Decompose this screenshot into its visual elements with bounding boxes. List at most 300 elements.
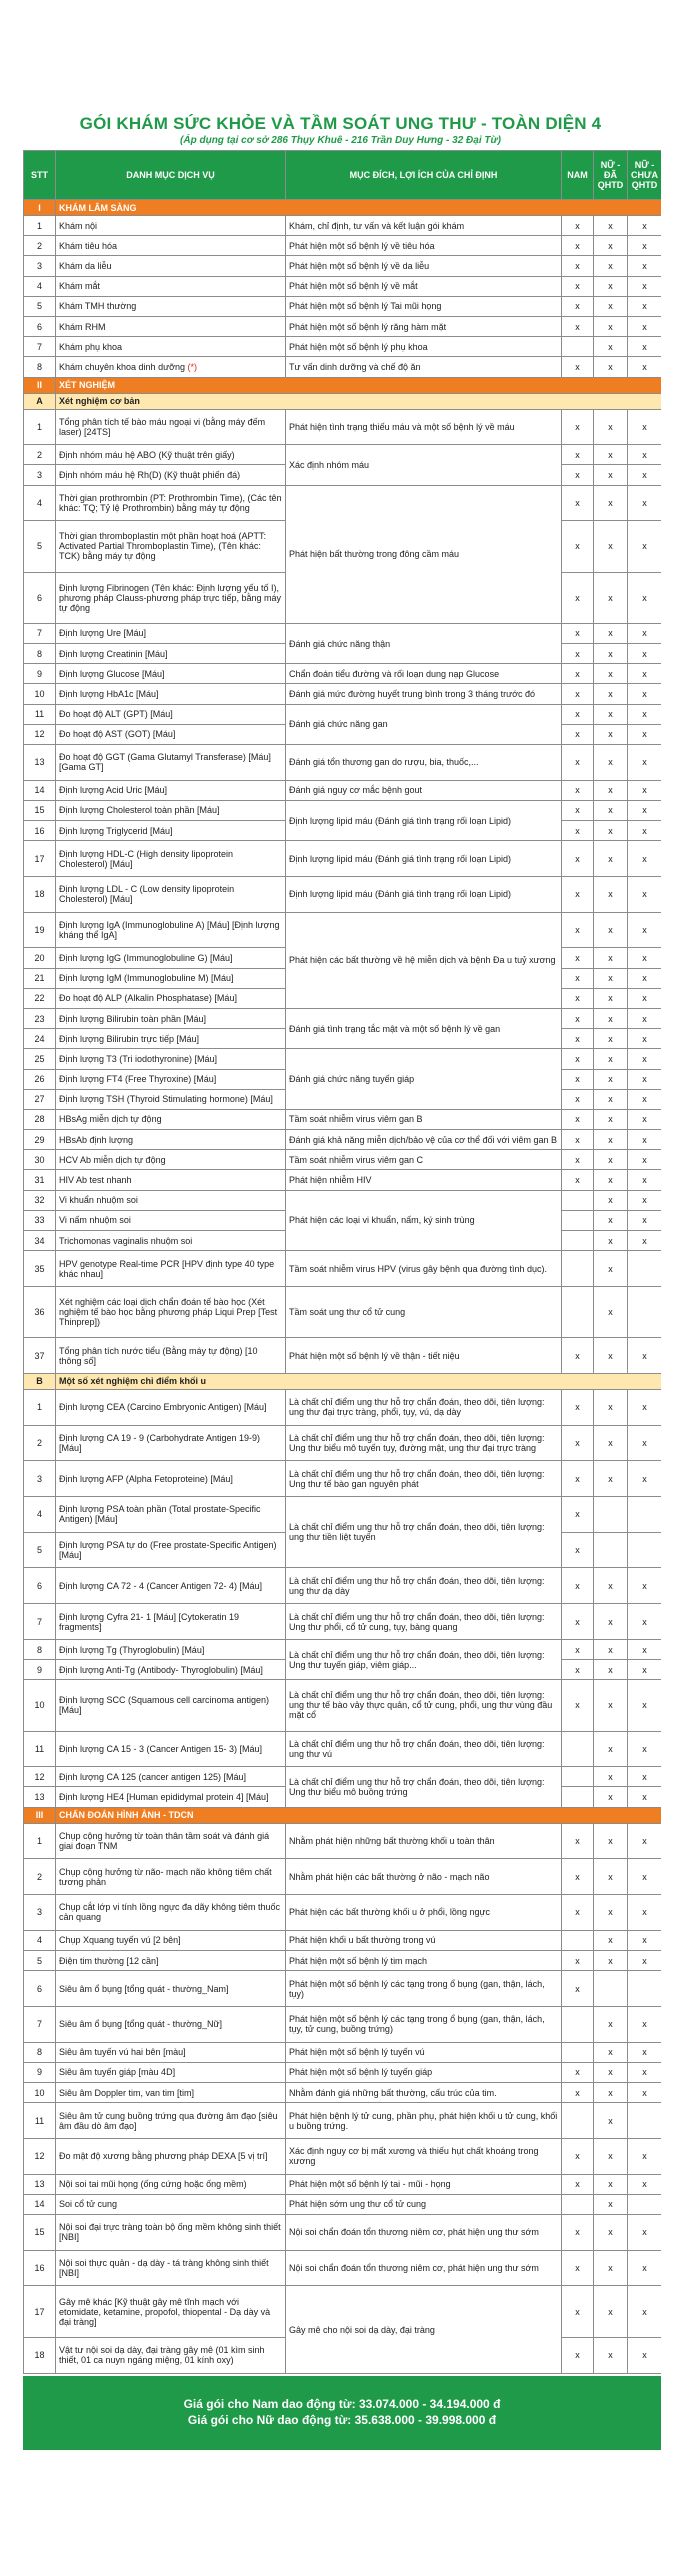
row-number: 27 [24, 1089, 56, 1109]
table-row [24, 256, 662, 276]
service-name-text: Định lượng Acid Uric [Máu] [59, 785, 167, 796]
female-active-check: x [594, 2103, 628, 2139]
service-name-text: Khám nội [59, 220, 98, 231]
service-name [56, 1029, 286, 1049]
female-active-check: x [594, 1950, 628, 1970]
service-purpose: Phát hiện một số bệnh lý các tạng trong ổ bụng (gan, thận, lách, tụy) [286, 1971, 562, 2007]
female-active-check: x [594, 337, 628, 357]
service-name [56, 1660, 286, 1680]
female-inactive-check: x [628, 704, 662, 724]
header-stt: STT [24, 151, 56, 200]
service-purpose: Phát hiện bất thường trong đông cầm máu [286, 485, 562, 623]
row-number: 1 [24, 409, 56, 445]
service-name [56, 1731, 286, 1767]
header-male: NAM [562, 151, 594, 200]
table-row [24, 1497, 662, 1533]
female-inactive-check: x [628, 744, 662, 780]
service-name [56, 2250, 286, 2286]
male-check: x [562, 1130, 594, 1150]
table-row [24, 2174, 662, 2194]
row-number: 8 [24, 357, 56, 377]
male-check: x [562, 2337, 594, 2373]
service-name [56, 744, 286, 780]
service-purpose: Xác định nhóm máu [286, 445, 562, 485]
service-name-text: Định lượng CA 125 (cancer antigen 125) [Máu] [59, 1771, 247, 1782]
row-number: 5 [24, 296, 56, 316]
row-number: 1 [24, 1389, 56, 1425]
row-number: 10 [24, 2082, 56, 2102]
service-name [56, 623, 286, 643]
female-inactive-check: x [628, 1895, 662, 1931]
row-number: 24 [24, 1029, 56, 1049]
service-name-text: Định nhóm máu hệ Rh(D) (Kỹ thuật phiến đá) [59, 470, 241, 480]
female-inactive-check: x [628, 912, 662, 948]
service-name-text: Thời gian prothrombin (PT: Prothrombin Time), (Các tên khác: TQ; Tỷ lệ Prothrombin) bằng máy tự động [59, 492, 282, 513]
female-active-check: x [594, 1069, 628, 1089]
service-purpose: Nhằm đánh giá những bất thường, cấu trúc của tim. [286, 2082, 562, 2102]
male-check: x [562, 572, 594, 623]
row-number: 13 [24, 1787, 56, 1807]
female-active-check: x [594, 572, 628, 623]
service-name-text: Chụp cộng hưởng từ não- mạch não không tiêm chất tương phản [59, 1866, 272, 1887]
row-number: 10 [24, 684, 56, 704]
male-check: x [562, 1170, 594, 1190]
service-purpose: Nhằm phát hiện các bất thường ở não - mạch não [286, 1859, 562, 1895]
male-check: x [562, 2082, 594, 2102]
service-name [56, 1604, 286, 1640]
female-inactive-check: x [628, 296, 662, 316]
service-name [56, 256, 286, 276]
female-inactive-check: x [628, 1008, 662, 1028]
male-check: x [562, 1008, 594, 1028]
row-number: 31 [24, 1170, 56, 1190]
row-number: 6 [24, 1971, 56, 2007]
service-name [56, 1089, 286, 1109]
service-name [56, 780, 286, 800]
female-active-check: x [594, 1639, 628, 1659]
female-inactive-check: x [628, 276, 662, 296]
female-inactive-check: x [628, 876, 662, 912]
subsection-header-row [24, 1373, 662, 1389]
male-check: x [562, 1069, 594, 1089]
female-active-check: x [594, 704, 628, 724]
male-check: x [562, 2174, 594, 2194]
service-purpose: Là chất chỉ điểm ung thư hỗ trợ chẩn đoán, theo dõi, tiên lượng: Ung thư tế bào gan nguyên phát [286, 1461, 562, 1497]
row-number: 4 [24, 485, 56, 521]
female-active-check: x [594, 800, 628, 820]
service-name-text: Đo mật độ xương bằng phương pháp DEXA [5 vị trí] [59, 2151, 268, 2162]
table-row [24, 1461, 662, 1497]
male-check: x [562, 1639, 594, 1659]
row-number: 37 [24, 1338, 56, 1374]
female-inactive-check: x [628, 800, 662, 820]
female-inactive-check: x [628, 572, 662, 623]
table-row [24, 2194, 662, 2214]
service-name [56, 1210, 286, 1230]
female-inactive-check: x [628, 1660, 662, 1680]
female-active-check: x [594, 296, 628, 316]
female-inactive-check: x [628, 409, 662, 445]
row-number: 17 [24, 2286, 56, 2337]
service-name [56, 216, 286, 236]
service-purpose: Là chất chỉ điểm ung thư hỗ trợ chẩn đoán, theo dõi, tiên lượng: Ung thư phổi, cổ tử cung, tụy, bàng quang [286, 1604, 562, 1640]
male-check: x [562, 724, 594, 744]
service-name [56, 2337, 286, 2373]
female-inactive-check [628, 2194, 662, 2214]
male-check [562, 2194, 594, 2214]
table-row [24, 684, 662, 704]
service-name-text: Tổng phân tích nước tiểu (Bằng máy tự động) [10 thông số] [59, 1345, 258, 1366]
row-number: 3 [24, 465, 56, 485]
male-check: x [562, 316, 594, 336]
female-inactive-check: x [628, 1425, 662, 1461]
service-purpose: Là chất chỉ điểm ung thư hỗ trợ chẩn đoán, theo dõi, tiên lượng: ung thư dạ dày [286, 1568, 562, 1604]
service-name-text: HIV Ab test nhanh [59, 1175, 132, 1186]
service-name-text: Nội soi thực quản - dạ dày - tá tràng không sinh thiết [NBI] [59, 2258, 269, 2279]
male-check: x [562, 2214, 594, 2250]
service-name-text: Định nhóm máu hệ ABO (Kỹ thuật trên giấy) [59, 449, 235, 460]
male-check [562, 1251, 594, 1287]
female-inactive-check: x [628, 1859, 662, 1895]
female-active-check: x [594, 988, 628, 1008]
service-name-text: Định lượng IgM (Immunoglobuline M) [Máu] [59, 973, 234, 984]
female-active-check: x [594, 1787, 628, 1807]
female-inactive-check: x [628, 256, 662, 276]
service-purpose: Tầm soát nhiễm virus HPV (virus gây bệnh qua đường tình dục). [286, 1251, 562, 1287]
male-check: x [562, 644, 594, 664]
service-purpose: Phát hiện các loại vi khuẩn, nấm, ký sinh trùng [286, 1190, 562, 1251]
service-name-text: Định lượng LDL - C (Low density lipoprotein Cholesterol) [Máu] [59, 884, 235, 905]
female-active-check: x [594, 1568, 628, 1604]
female-active-check: x [594, 2286, 628, 2337]
male-check: x [562, 1109, 594, 1129]
service-name-text: Vi nấm nhuộm soi [59, 1215, 131, 1226]
service-purpose: Là chất chỉ điểm ung thư hỗ trợ chẩn đoán, theo dõi, tiên lượng: ung thư tế bào vảy thực quản, cổ tử cung, phổi, ung thư vùng đầu mặt cổ [286, 1680, 562, 1731]
female-inactive-check [628, 1251, 662, 1287]
female-inactive-check: x [628, 2286, 662, 2337]
female-inactive-check: x [628, 644, 662, 664]
female-active-check: x [594, 409, 628, 445]
female-active-check: x [594, 1338, 628, 1374]
female-active-check: x [594, 1190, 628, 1210]
service-name-text: HBsAb định lượng [59, 1134, 133, 1145]
female-inactive-check: x [628, 485, 662, 521]
female-active-check: x [594, 1089, 628, 1109]
male-check: x [562, 821, 594, 841]
male-check: x [562, 1950, 594, 1970]
male-check [562, 1787, 594, 1807]
row-number: 2 [24, 445, 56, 465]
service-purpose: Nội soi chẩn đoán tổn thương niêm cơ, phát hiện ung thư sớm [286, 2250, 562, 2286]
service-name [56, 1930, 286, 1950]
service-purpose: Đánh giá chức năng gan [286, 704, 562, 744]
service-name-text: Đo hoạt độ ALT (GPT) [Máu] [59, 709, 173, 720]
female-inactive-check: x [628, 2337, 662, 2373]
table-row [24, 1109, 662, 1129]
female-inactive-check: x [628, 2062, 662, 2082]
male-check: x [562, 1895, 594, 1931]
female-active-check: x [594, 1170, 628, 1190]
row-number: 10 [24, 1680, 56, 1731]
female-inactive-check: x [628, 623, 662, 643]
service-purpose: Đánh giá chức năng tuyến giáp [286, 1049, 562, 1110]
male-check: x [562, 2286, 594, 2337]
service-name-text: HBsAg miễn dịch tự động [59, 1114, 162, 1125]
row-number: 17 [24, 841, 56, 877]
female-inactive-check: x [628, 2138, 662, 2174]
female-active-check: x [594, 876, 628, 912]
male-check: x [562, 800, 594, 820]
service-name [56, 664, 286, 684]
male-check: x [562, 296, 594, 316]
female-active-check: x [594, 1767, 628, 1787]
female-inactive-check: x [628, 1767, 662, 1787]
female-active-check [594, 1497, 628, 1533]
service-name-text: Xét nghiệm các loại dịch chẩn đoán tế bào học (Xét nghiệm tế bào học bằng phương pháp Liqui Prep [Test Thinprep]) [59, 1297, 278, 1328]
table-row [24, 780, 662, 800]
service-name [56, 276, 286, 296]
row-number: 28 [24, 1109, 56, 1129]
service-name [56, 316, 286, 336]
service-purpose: Phát hiện các bất thường khối u ở phổi, lồng ngực [286, 1895, 562, 1931]
male-check: x [562, 276, 594, 296]
service-name [56, 357, 286, 377]
service-name-text: Định lượng Creatinin [Máu] [59, 648, 168, 659]
male-check: x [562, 2138, 594, 2174]
female-active-check [594, 1971, 628, 2007]
service-purpose: Là chất chỉ điểm ung thư hỗ trợ chẩn đoán, theo dõi, tiên lượng: ung thư vú [286, 1731, 562, 1767]
table-row [24, 1425, 662, 1461]
service-name [56, 1950, 286, 1970]
table-row [24, 409, 662, 445]
female-inactive-check: x [628, 1109, 662, 1129]
female-active-check: x [594, 2138, 628, 2174]
female-inactive-check: x [628, 2006, 662, 2042]
service-name-text: Định lượng CA 72 - 4 (Cancer Antigen 72- 4) [Máu] [59, 1580, 263, 1591]
male-check [562, 1930, 594, 1950]
female-active-check: x [594, 841, 628, 877]
service-name [56, 644, 286, 664]
male-check [562, 2103, 594, 2139]
female-inactive-check: x [628, 465, 662, 485]
service-name [56, 1170, 286, 1190]
female-active-check: x [594, 2174, 628, 2194]
female-inactive-check: x [628, 780, 662, 800]
service-name-text: Định lượng HDL-C (High density lipoprotein Cholesterol) [Máu] [59, 848, 234, 869]
service-name [56, 1859, 286, 1895]
service-name [56, 1767, 286, 1787]
table-row [24, 704, 662, 724]
row-number: 7 [24, 623, 56, 643]
row-number: 18 [24, 876, 56, 912]
female-inactive-check [628, 2103, 662, 2139]
service-name [56, 485, 286, 521]
male-check: x [562, 445, 594, 465]
service-purpose: Chẩn đoán tiểu đường và rối loạn dung nạp Glucose [286, 664, 562, 684]
female-active-check: x [594, 1680, 628, 1731]
female-active-check: x [594, 2082, 628, 2102]
table-row [24, 876, 662, 912]
service-name [56, 2042, 286, 2062]
service-name-text: Khám chuyên khoa dinh dưỡng [59, 361, 186, 372]
row-number: 4 [24, 276, 56, 296]
service-name-text: Định lượng IgG (Immunoglobuline G) [Máu] [59, 952, 233, 963]
row-number: 9 [24, 664, 56, 684]
male-check [562, 1190, 594, 1210]
female-active-check: x [594, 276, 628, 296]
service-name-text: HCV Ab miễn dịch tự động [59, 1154, 166, 1165]
male-check: x [562, 1859, 594, 1895]
male-check [562, 1731, 594, 1767]
female-active-check: x [594, 465, 628, 485]
female-active-check: x [594, 780, 628, 800]
female-active-check: x [594, 216, 628, 236]
section-title: XÉT NGHIỆM [56, 377, 662, 393]
female-inactive-check: x [628, 2214, 662, 2250]
service-purpose: Phát hiện một số bệnh lý tuyến giáp [286, 2062, 562, 2082]
table-row [24, 357, 662, 377]
table-row [24, 1680, 662, 1731]
male-check: x [562, 968, 594, 988]
page-title: GÓI KHÁM SỨC KHỎE VÀ TẦM SOÁT UNG THƯ - TOÀN DIỆN 4 [79, 114, 602, 133]
female-inactive-check: x [628, 1639, 662, 1659]
service-purpose: Phát hiện một số bệnh lý tai - mũi - họng [286, 2174, 562, 2194]
service-name [56, 1461, 286, 1497]
service-purpose: Là chất chỉ điểm ung thư hỗ trợ chẩn đoán, theo dõi, tiên lượng: Ung thư tuyến giáp, viêm giáp... [286, 1639, 562, 1679]
table-row [24, 1950, 662, 1970]
service-name [56, 2082, 286, 2102]
service-purpose: Đánh giá chức năng thận [286, 623, 562, 663]
table-row [24, 800, 662, 820]
row-number: 9 [24, 1660, 56, 1680]
table-body [24, 200, 662, 2374]
row-number: 33 [24, 1210, 56, 1230]
female-inactive-check: x [628, 1150, 662, 1170]
table-row [24, 1008, 662, 1028]
female-active-check: x [594, 2214, 628, 2250]
service-name-text: Định lượng HbA1c [Máu] [59, 688, 159, 699]
service-purpose: Phát hiện một số bệnh lý tuyến vú [286, 2042, 562, 2062]
female-active-check: x [594, 2250, 628, 2286]
table-header-row [24, 151, 662, 200]
table-row [24, 623, 662, 643]
service-purpose: Định lượng lipid máu (Đánh giá tình trạng rối loạn Lipid) [286, 841, 562, 877]
service-name [56, 1823, 286, 1859]
section-title: KHÁM LÂM SÀNG [56, 200, 662, 216]
table-row [24, 1130, 662, 1150]
female-inactive-check: x [628, 948, 662, 968]
female-inactive-check: x [628, 1231, 662, 1251]
female-inactive-check: x [628, 1604, 662, 1640]
row-number: 7 [24, 2006, 56, 2042]
female-active-check: x [594, 1930, 628, 1950]
service-name-text: HPV genotype Real-time PCR [HPV định type 40 type khác nhau] [59, 1258, 275, 1279]
service-name-text: Định lượng AFP (Alpha Fetoproteine) [Máu] [59, 1473, 233, 1484]
service-name-text: Thời gian thromboplastin một phần hoạt hoá (APTT: Activated Partial Thromboplastin Time), (Tên khác: TCK) bằng máy tự động [59, 531, 267, 562]
male-check: x [562, 841, 594, 877]
service-name [56, 841, 286, 877]
service-name-text: Siêu âm tuyến vú hai bên [màu] [59, 2047, 186, 2058]
male-check: x [562, 623, 594, 643]
service-name [56, 1639, 286, 1659]
services-table [23, 150, 661, 2374]
table-row [24, 1604, 662, 1640]
table-row [24, 2250, 662, 2286]
table-row [24, 1150, 662, 1170]
row-number: 7 [24, 337, 56, 357]
service-purpose: Tư vấn dinh dưỡng và chế độ ăn [286, 357, 562, 377]
male-check [562, 2006, 594, 2042]
service-name-text: Khám da liễu [59, 260, 112, 271]
female-active-check: x [594, 1130, 628, 1150]
female-inactive-check: x [628, 1190, 662, 1210]
row-number: 13 [24, 744, 56, 780]
female-inactive-check: x [628, 2250, 662, 2286]
service-name [56, 2174, 286, 2194]
row-number: 7 [24, 1604, 56, 1640]
service-name-text: Định lượng T3 (Tri iodothyronine) [Máu] [59, 1053, 217, 1064]
service-name-text: Điện tim thường [12 cần] [59, 1955, 159, 1966]
table-row [24, 296, 662, 316]
male-check: x [562, 256, 594, 276]
service-purpose: Là chất chỉ điểm ung thư hỗ trợ chẩn đoán, theo dõi, tiên lượng: ung thư đại trực tràng, phổi, tụy, vú, dạ dày [286, 1389, 562, 1425]
male-check: x [562, 1971, 594, 2007]
service-name [56, 2006, 286, 2042]
service-name-text: Trichomonas vaginalis nhuộm soi [59, 1235, 193, 1246]
service-purpose: Đánh giá tổn thương gan do rượu, bia, thuốc,... [286, 744, 562, 780]
table-row [24, 1389, 662, 1425]
service-name [56, 1680, 286, 1731]
table-row [24, 1049, 662, 1069]
female-price: Giá gói cho Nữ dao động từ: 35.638.000 - 39.998.000 đ [187, 2413, 497, 2427]
service-name [56, 1338, 286, 1374]
service-name [56, 445, 286, 465]
male-check: x [562, 1497, 594, 1533]
service-name [56, 1109, 286, 1129]
female-active-check: x [594, 1109, 628, 1129]
male-check [562, 1767, 594, 1787]
male-check: x [562, 1823, 594, 1859]
female-inactive-check: x [628, 1930, 662, 1950]
female-active-check: x [594, 1895, 628, 1931]
footnote-marker: (*) [187, 361, 198, 372]
service-name [56, 724, 286, 744]
row-number: 23 [24, 1008, 56, 1028]
male-check: x [562, 1680, 594, 1731]
female-active-check: x [594, 2042, 628, 2062]
table-row [24, 276, 662, 296]
female-active-check: x [594, 664, 628, 684]
header-female-active: NỮ - ĐÃ QHTD [594, 151, 628, 200]
row-number: 14 [24, 780, 56, 800]
male-check: x [562, 465, 594, 485]
female-inactive-check: x [628, 841, 662, 877]
male-check: x [562, 780, 594, 800]
service-name-text: Định lượng Anti-Tg (Antibody- Thyroglobulin) [Máu] [59, 1664, 263, 1675]
female-active-check: x [594, 357, 628, 377]
male-check: x [562, 988, 594, 1008]
row-number: 12 [24, 724, 56, 744]
service-purpose: Là chất chỉ điểm ung thư hỗ trợ chẩn đoán, theo dõi, tiên lượng: Ung thư biểu mô tuyến tụy, đường mật, ung thư đại trực tràng [286, 1425, 562, 1461]
service-name [56, 1425, 286, 1461]
service-name [56, 2062, 286, 2082]
row-number: 14 [24, 2194, 56, 2214]
row-number: 34 [24, 1231, 56, 1251]
table-row [24, 744, 662, 780]
service-purpose: Phát hiện một số bệnh lý tim mạch [286, 1950, 562, 1970]
female-inactive-check [628, 1532, 662, 1568]
female-active-check: x [594, 1461, 628, 1497]
